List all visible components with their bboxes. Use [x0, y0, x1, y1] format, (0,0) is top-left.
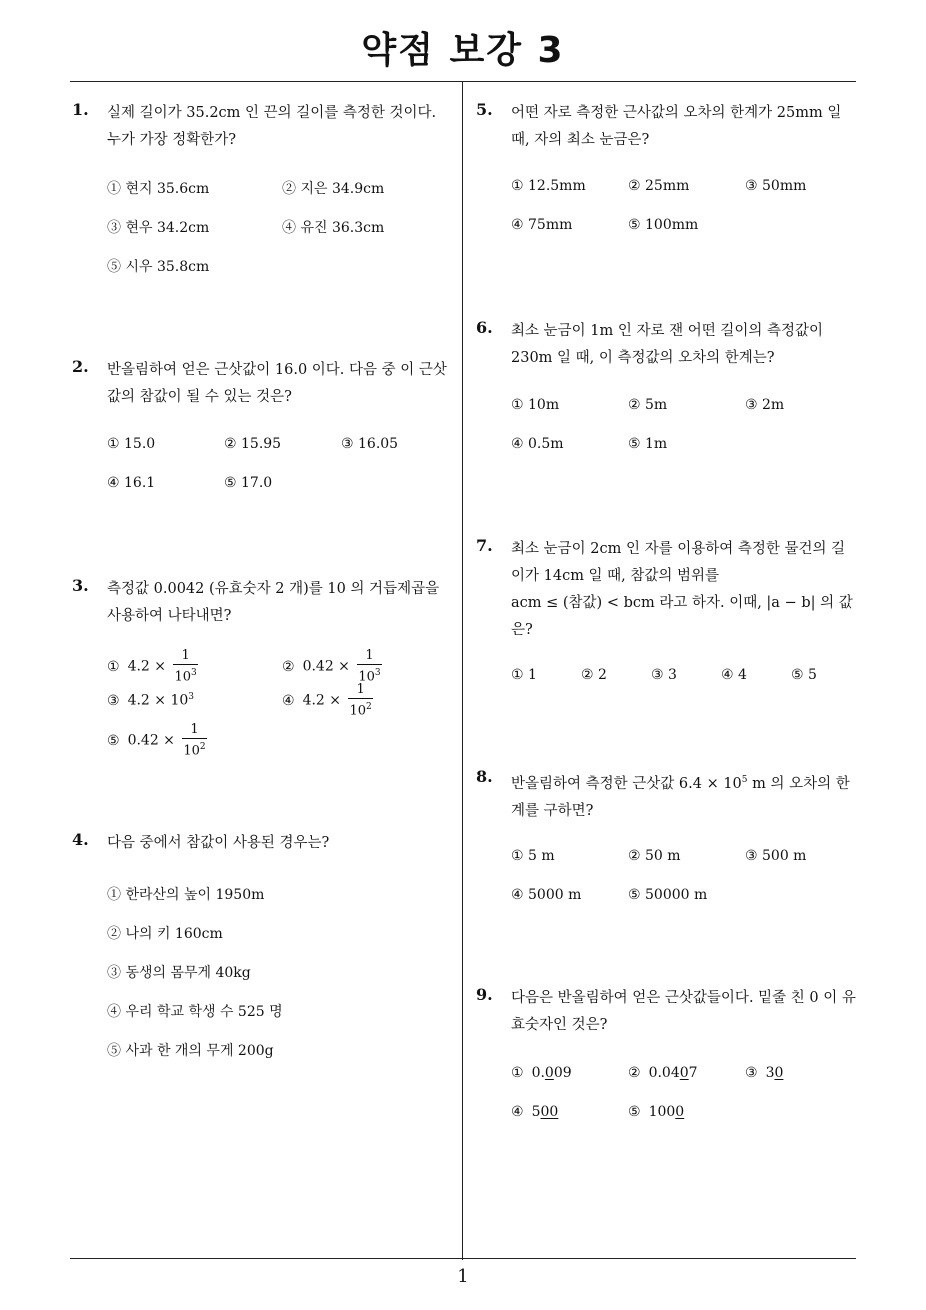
option-2[interactable]: ② 2	[581, 667, 607, 683]
option-5[interactable]: ⑤ 5	[791, 667, 817, 683]
option-2[interactable]: ② 5m	[628, 397, 668, 413]
question-text: 다음 중에서 참값이 사용된 경우는?	[107, 835, 330, 851]
option-2[interactable]: ② 나의 키 160cm	[107, 926, 223, 942]
option-3[interactable]: ③ 500 m	[745, 848, 807, 864]
option-3[interactable]	[107, 692, 194, 709]
option-2[interactable]: ② 50 m	[628, 848, 681, 864]
option-3[interactable]: ③ 동생의 몸무게 40kg	[107, 965, 251, 981]
question-number: 9.	[476, 985, 493, 1004]
option-2[interactable]: ② 지은 34.9cm	[282, 181, 385, 197]
question-text-line-1: 최소 눈금이 2cm 인 자를 이용하여 측정한 물건의 길이가 14cm 일 때, 참값의 범위를	[511, 541, 846, 584]
header-divider	[70, 81, 856, 82]
option-1[interactable]	[107, 648, 198, 685]
option-5[interactable]: ⑤ 1m	[628, 436, 668, 452]
page-number: 1	[457, 1266, 469, 1287]
underlined-zero: 0	[774, 1065, 784, 1081]
question-text: 다음은 반올림하여 얻은 근삿값들이다. 밑줄 친 0 이 유효숫자인 것은?	[511, 990, 856, 1033]
option-5[interactable]	[107, 722, 207, 759]
option-1[interactable]: ① 1	[511, 667, 537, 683]
denominator: $10^2$	[182, 738, 206, 759]
option-5[interactable]: ⑤ 17.0	[224, 475, 273, 491]
option-coefficient: 4.2 × 10	[127, 692, 189, 709]
question-text: 반올림하여 얻은 근삿값이 16.0 이다. 다음 중 이 근삿값의 참값이 될 수 있는 것은?	[107, 362, 447, 405]
option-5[interactable]: ⑤ 100mm	[628, 217, 699, 233]
option-mark: ③	[107, 692, 120, 709]
question-4	[72, 830, 452, 1059]
numerator: 1	[365, 648, 374, 663]
option-coefficient: 0.42 ×	[127, 732, 175, 749]
denominator: $10^2$	[348, 698, 372, 719]
option-4[interactable]: ④ 4	[721, 667, 747, 683]
option-mark: ②	[282, 658, 295, 675]
option-mark: ①	[107, 658, 120, 675]
option-coefficient: 4.2 ×	[127, 658, 167, 675]
option-3[interactable]: ③ 3	[651, 667, 677, 683]
option-3[interactable]: ③ 30	[745, 1065, 784, 1081]
fraction	[348, 682, 372, 719]
option-2[interactable]: ② 25mm	[628, 178, 690, 194]
underlined-zero: 0	[675, 1104, 685, 1120]
option-mark: ④	[282, 692, 295, 709]
option-1[interactable]: ① 12.5mm	[511, 178, 586, 194]
option-3[interactable]: ③ 16.05	[341, 436, 399, 452]
question-text	[511, 536, 856, 644]
option-5[interactable]: ⑤ 1000	[628, 1104, 685, 1120]
underlined-zero: 0	[544, 1065, 554, 1081]
question-2	[72, 357, 452, 491]
question-text: 최소 눈금이 1m 인 자로 잰 어떤 길이의 측정값이 230m 일 때, 이 측정값의 오차의 한계는?	[511, 323, 823, 366]
question-number: 6.	[476, 318, 493, 337]
numerator: 1	[356, 682, 365, 697]
question-number: 1.	[72, 100, 89, 119]
numerator: 1	[190, 722, 199, 737]
option-4[interactable]: ④ 5000 m	[511, 887, 582, 903]
exponent: 3	[188, 692, 195, 702]
question-number: 5.	[476, 100, 493, 119]
question-8	[476, 767, 856, 903]
question-5	[476, 100, 856, 233]
option-3[interactable]: ③ 현우 34.2cm	[107, 220, 210, 236]
question-7	[476, 536, 856, 683]
fraction	[173, 648, 197, 685]
option-5[interactable]: ⑤ 시우 35.8cm	[107, 259, 210, 275]
question-text: 측정값 0.0042 (유효숫자 2 개)를 10 의 거듭제곱을 사용하여 나타내면?	[107, 581, 440, 624]
footer-divider	[70, 1258, 856, 1259]
option-coefficient: 0.42 ×	[302, 658, 350, 675]
fraction	[357, 648, 381, 685]
question-text: 반올림하여 측정한 근삿값 $6.4 \times 10^5$ m 의 오차의 한계를 구하면?	[511, 775, 850, 819]
option-2[interactable]: ② 15.95	[224, 436, 282, 452]
denominator: $10^3$	[173, 664, 197, 685]
page-title: 약점 보강 3	[361, 30, 565, 71]
question-number: 3.	[72, 576, 89, 595]
option-1[interactable]: ① 15.0	[107, 436, 156, 452]
exponent: 5	[741, 775, 748, 785]
option-1[interactable]: ① 0.009	[511, 1065, 572, 1081]
fraction	[182, 722, 206, 759]
option-2[interactable]: ② 0.0407	[628, 1065, 698, 1081]
column-divider	[462, 82, 463, 1260]
option-3[interactable]: ③ 50mm	[745, 178, 807, 194]
denominator: $10^3$	[357, 664, 381, 685]
option-4[interactable]: ④ 우리 학교 학생 수 525 명	[107, 1004, 283, 1020]
option-4[interactable]: ④ 75mm	[511, 217, 573, 233]
question-text: 실제 길이가 35.2cm 인 끈의 길이를 측정한 것이다. 누가 가장 정확한가?	[107, 105, 437, 148]
question-text: 어떤 자로 측정한 근사값의 오차의 한계가 25mm 일 때, 자의 최소 눈금은?	[511, 105, 842, 148]
underlined-zero: 0	[679, 1065, 689, 1081]
option-4[interactable]: ④ 500	[511, 1104, 559, 1120]
option-5[interactable]: ⑤ 사과 한 개의 무게 200g	[107, 1043, 274, 1059]
option-1[interactable]: ① 5 m	[511, 848, 555, 864]
question-text-line-2: acm ≤ (참값) < bcm 라고 하자. 이때, |a − b| 의 값은?	[511, 595, 853, 638]
option-3[interactable]: ③ 2m	[745, 397, 785, 413]
option-1[interactable]: ① 한라산의 높이 1950m	[107, 887, 265, 903]
question-number: 8.	[476, 767, 493, 786]
question-number: 2.	[72, 357, 89, 376]
question-9	[476, 985, 856, 1120]
question-number: 7.	[476, 536, 493, 555]
option-4[interactable]	[282, 682, 373, 719]
numerator: 1	[181, 648, 190, 663]
option-4[interactable]: ④ 유진 36.3cm	[282, 220, 385, 236]
option-2[interactable]	[282, 648, 382, 685]
question-number: 4.	[72, 830, 89, 849]
option-5[interactable]: ⑤ 50000 m	[628, 887, 708, 903]
option-4[interactable]: ④ 16.1	[107, 475, 156, 491]
option-mark: ⑤	[107, 732, 120, 749]
question-1	[72, 100, 452, 275]
option-4[interactable]: ④ 0.5m	[511, 436, 564, 452]
underlined-zero: 00	[540, 1104, 559, 1120]
option-1[interactable]: ① 10m	[511, 397, 560, 413]
option-coefficient: 4.2 ×	[302, 692, 342, 709]
option-1[interactable]: ① 현지 35.6cm	[107, 181, 210, 197]
question-6	[476, 318, 856, 452]
